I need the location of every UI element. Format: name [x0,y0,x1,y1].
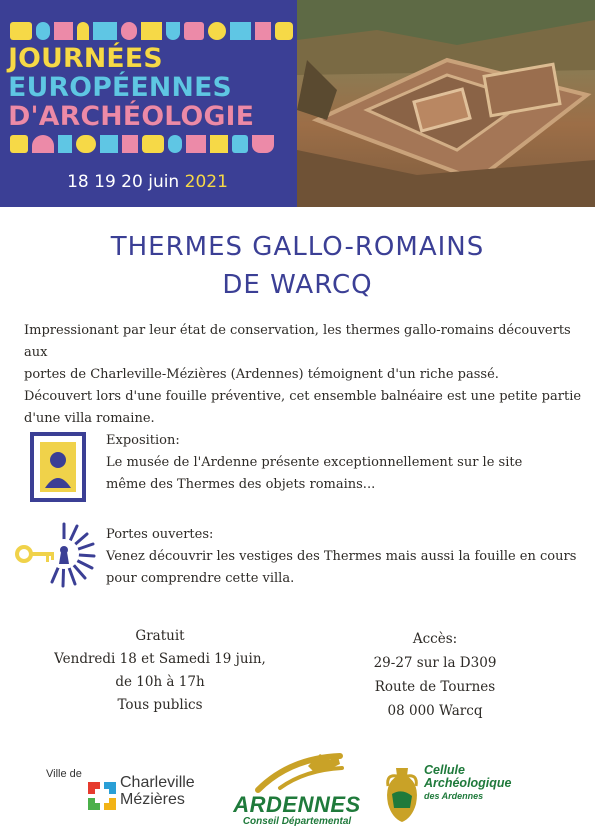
portrait-frame-icon [30,432,86,506]
logo-charleville-name [120,774,195,808]
page-title [0,228,595,304]
banner-title-line-3: D'ARCHÉOLOGIE [8,101,255,132]
intro-line: Découvert lors d'une fouille préventive, cet ensemble balnéaire est une petite partie [24,389,582,404]
ardennes-logo [222,744,372,836]
ardennes-boar-icon [250,748,350,794]
banner-title-line-2: EUROPÉENNES [8,72,232,103]
intro-paragraph [24,320,584,430]
access-info-line: 08 000 Warcq [387,703,483,719]
access-info-line: 29-27 sur la D309 [373,655,497,671]
cellule-line-3: des Ardennes [424,791,484,801]
ornament-row-bottom [8,131,293,157]
intro-line: Impressionant par leur état de conservation, les thermes gallo-romains découverts aux [24,323,571,360]
header-banner [0,0,595,207]
practical-info-line: Gratuit [135,628,185,644]
access-info-line: Route de Tournes [374,679,496,695]
page-title-line-1: THERMES GALLO-ROMAINS [110,232,485,262]
banner-dates-days: 18 19 20 juin [67,172,180,192]
intro-line: d'une villa romaine. [24,411,155,426]
banner-title-line-1: JOURNÉES [8,43,163,74]
logo-mezieres-line: Mézières [120,791,185,808]
portes-ouvertes-section [106,524,584,590]
amphora-icon [380,764,424,824]
page-title-line-2: DE WARCQ [222,270,373,300]
access-info [310,627,560,723]
excavation-photo [297,0,595,207]
intro-line: portes de Charleville-Mézières (Ardennes) témoignent d'un riche passé. [24,367,499,382]
cellule-line-2: Archéologique [424,776,512,790]
exposition-line: Le musée de l'Ardenne présente exceptionnellement sur le site [106,455,523,470]
logo-ville-de: Ville de [46,768,82,780]
portes-heading: Portes ouvertes: [106,527,214,542]
exposition-section [106,430,584,496]
portes-line: pour comprendre cette villa. [106,571,295,586]
ardennes-sub: Conseil Départemental [242,816,352,827]
charleville-mezieres-logo [46,760,206,824]
jea-logo [8,18,293,157]
logo-charleville-line: Charleville [120,774,195,791]
cellule-text [424,764,554,803]
cellule-line-1: Cellule [424,763,465,777]
exposition-line: même des Thermes des objets romains... [106,477,376,492]
key-keyhole-icon [14,520,96,592]
ardennes-name: ARDENNES [233,792,361,817]
charleville-squares-icon [86,780,118,812]
exposition-heading: Exposition: [106,433,180,448]
practical-info-line: de 10h à 17h [115,674,205,690]
access-info-line: Accès: [412,631,458,647]
cellule-archeologique-logo [380,764,550,826]
practical-info-line: Vendredi 18 et Samedi 19 juin, [54,651,266,667]
portes-line: Venez découvrir les vestiges des Thermes mais aussi la fouille en cours [106,549,577,564]
excavation-photo-illustration [297,0,595,207]
practical-info [40,625,280,717]
partner-logos [0,742,595,839]
banner-dates [0,172,295,192]
practical-info-line: Tous publics [117,697,203,713]
ornament-row-top [8,18,293,44]
banner-dates-year: 2021 [184,172,228,192]
